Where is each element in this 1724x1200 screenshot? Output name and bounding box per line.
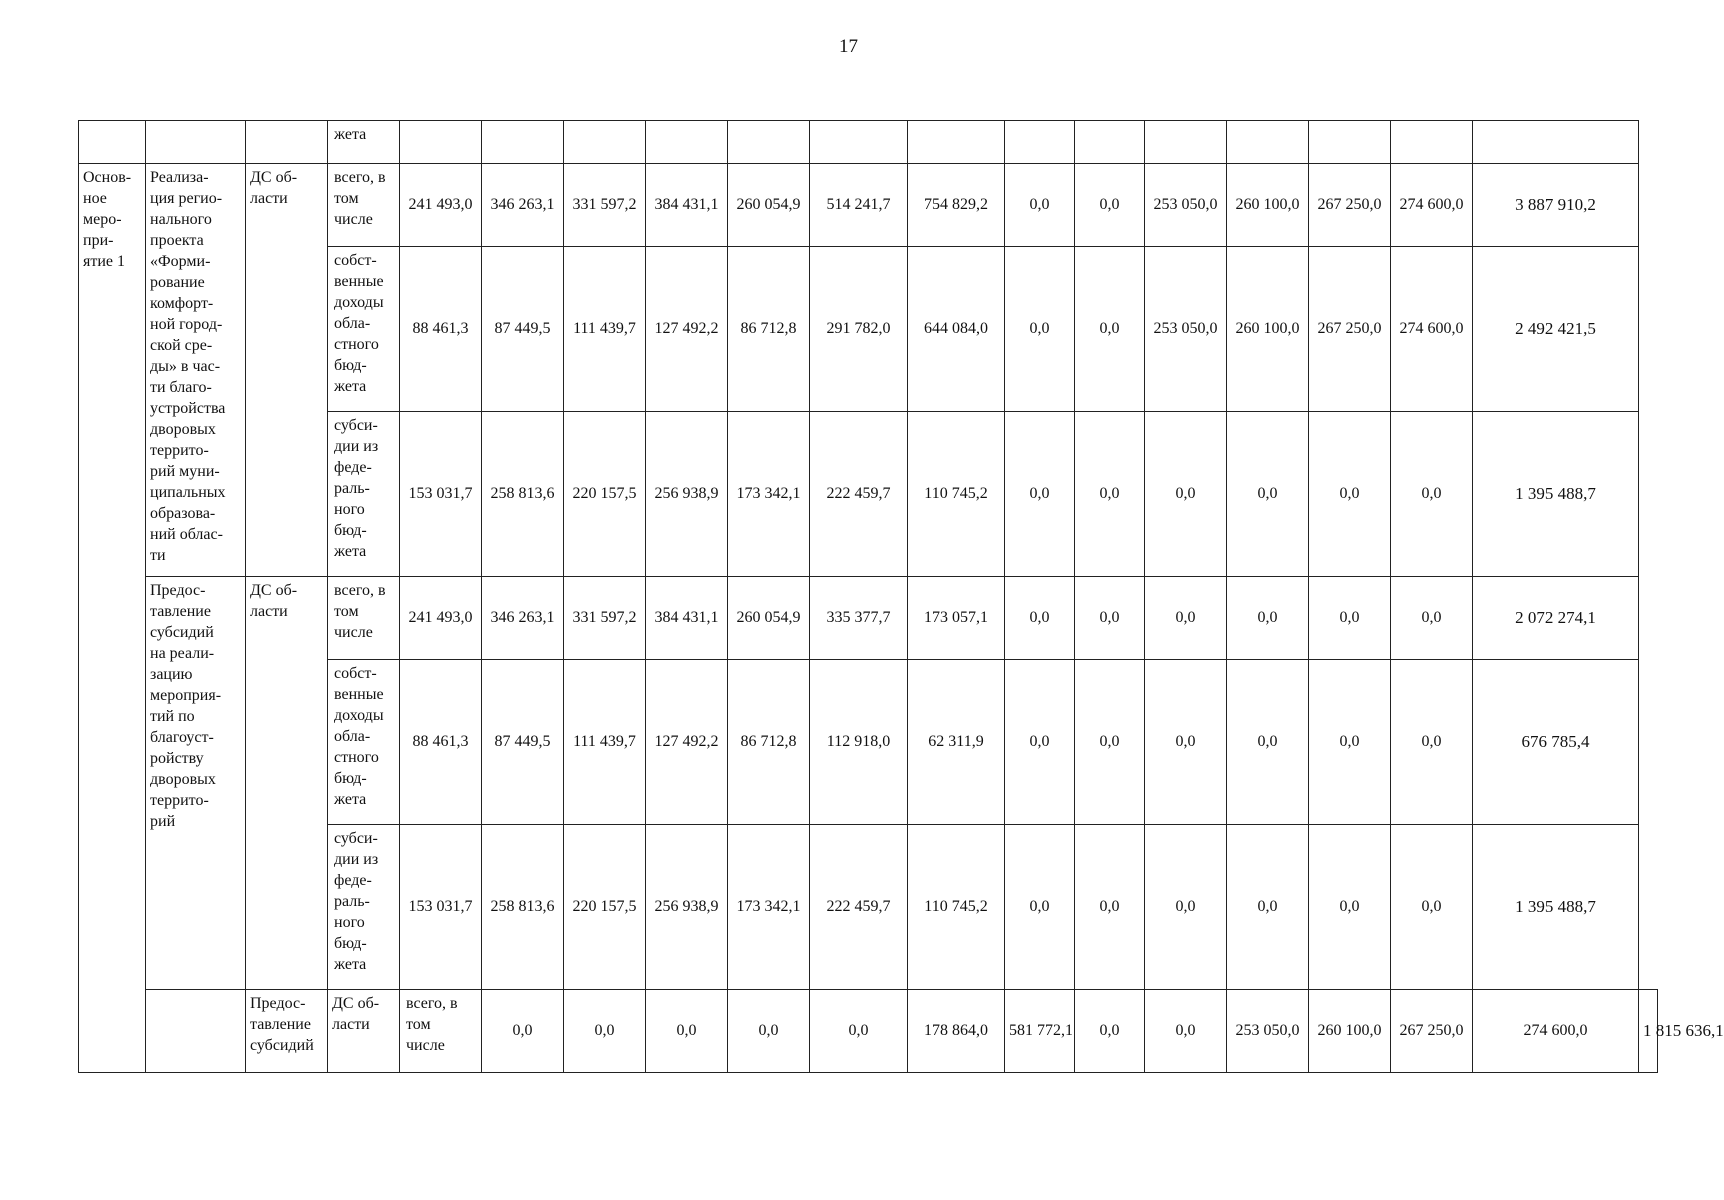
value-cell: 127 492,2 <box>646 247 728 412</box>
event-title-cell: Основ- ное меро- при- ятие 1 <box>79 164 146 1073</box>
value-cell: 644 084,0 <box>908 247 1005 412</box>
value-cell: 173 057,1 <box>908 577 1005 660</box>
value-cell: 0,0 <box>1005 577 1075 660</box>
budget-table <box>78 120 1724 1073</box>
activity-name-cell: Предос- тавление субсидий <box>246 990 328 1073</box>
funding-source-cell: всего, в том числе <box>328 577 400 660</box>
value-cell: 88 461,3 <box>400 247 482 412</box>
table-row <box>79 164 1658 247</box>
value-cell: 222 459,7 <box>810 825 908 990</box>
funding-source-cell: всего, в том числе <box>328 164 400 247</box>
total-cell: 1 395 488,7 <box>1473 412 1639 577</box>
value-cell: 0,0 <box>564 990 646 1073</box>
value-cell: 267 250,0 <box>1309 247 1391 412</box>
value-cell: 274 600,0 <box>1391 164 1473 247</box>
value-cell: 267 250,0 <box>1309 164 1391 247</box>
value-cell: 86 712,8 <box>728 660 810 825</box>
activity-name-cell: Предос- тавление субсидий на реали- зацию мероприя- тий по благоуст- ройству дворовых террито- рий <box>146 577 246 990</box>
value-cell: 0,0 <box>482 990 564 1073</box>
value-cell: 384 431,1 <box>646 164 728 247</box>
total-cell: 2 072 274,1 <box>1473 577 1639 660</box>
value-cell: 86 712,8 <box>728 247 810 412</box>
value-cell: 253 050,0 <box>1145 247 1227 412</box>
value-cell: 111 439,7 <box>564 660 646 825</box>
value-cell: 260 100,0 <box>1309 990 1391 1073</box>
value-cell: 514 241,7 <box>810 164 908 247</box>
value-cell: 258 813,6 <box>482 412 564 577</box>
table-cell <box>1391 121 1473 164</box>
table-cell <box>908 121 1005 164</box>
value-cell: 87 449,5 <box>482 247 564 412</box>
executor-cell: ДС об- ласти <box>246 164 328 577</box>
value-cell: 256 938,9 <box>646 412 728 577</box>
total-cell: 1 395 488,7 <box>1473 825 1639 990</box>
table-cell <box>1309 121 1391 164</box>
value-cell: 0,0 <box>1391 412 1473 577</box>
value-cell: 0,0 <box>1309 577 1391 660</box>
value-cell: 111 439,7 <box>564 247 646 412</box>
value-cell: 0,0 <box>1075 660 1145 825</box>
value-cell: 0,0 <box>1391 825 1473 990</box>
value-cell: 220 157,5 <box>564 412 646 577</box>
value-cell: 0,0 <box>1075 412 1145 577</box>
value-cell: 0,0 <box>1075 164 1145 247</box>
value-cell: 0,0 <box>1005 164 1075 247</box>
funding-source-cell: жета <box>328 121 400 164</box>
value-cell: 110 745,2 <box>908 412 1005 577</box>
value-cell: 384 431,1 <box>646 577 728 660</box>
table-row <box>79 577 1658 660</box>
value-cell: 0,0 <box>728 990 810 1073</box>
table-cell <box>482 121 564 164</box>
value-cell: 0,0 <box>1145 412 1227 577</box>
value-cell: 110 745,2 <box>908 825 1005 990</box>
table-cell <box>728 121 810 164</box>
value-cell: 346 263,1 <box>482 577 564 660</box>
table-cell <box>1473 121 1639 164</box>
table-cell <box>646 121 728 164</box>
value-cell: 0,0 <box>1145 990 1227 1073</box>
value-cell: 0,0 <box>1227 412 1309 577</box>
value-cell: 0,0 <box>1075 577 1145 660</box>
value-cell: 62 311,9 <box>908 660 1005 825</box>
value-cell: 0,0 <box>1005 247 1075 412</box>
value-cell: 331 597,2 <box>564 577 646 660</box>
value-cell: 0,0 <box>1391 660 1473 825</box>
funding-source-cell: собст- венные доходы обла- стного бюд- жета <box>328 247 400 412</box>
table-cell <box>810 121 908 164</box>
table-cell <box>1145 121 1227 164</box>
value-cell: 335 377,7 <box>810 577 908 660</box>
value-cell: 0,0 <box>1075 247 1145 412</box>
value-cell: 220 157,5 <box>564 825 646 990</box>
value-cell: 253 050,0 <box>1145 164 1227 247</box>
table-cell <box>1075 121 1145 164</box>
value-cell: 256 938,9 <box>646 825 728 990</box>
table-cell <box>146 121 246 164</box>
executor-cell: ДС об- ласти <box>246 577 328 990</box>
funding-source-cell: всего, в том числе <box>400 990 482 1073</box>
table-cell <box>1227 121 1309 164</box>
value-cell: 260 054,9 <box>728 164 810 247</box>
total-cell: 2 492 421,5 <box>1473 247 1639 412</box>
value-cell: 0,0 <box>1309 660 1391 825</box>
value-cell: 331 597,2 <box>564 164 646 247</box>
value-cell: 153 031,7 <box>400 412 482 577</box>
table-cell <box>1005 121 1075 164</box>
table-cell <box>564 121 646 164</box>
value-cell: 253 050,0 <box>1227 990 1309 1073</box>
value-cell: 222 459,7 <box>810 412 908 577</box>
value-cell: 0,0 <box>1309 825 1391 990</box>
value-cell: 0,0 <box>1005 660 1075 825</box>
total-cell: 1 815 636,1 <box>1639 990 1658 1073</box>
value-cell: 0,0 <box>1005 412 1075 577</box>
funding-source-cell: собст- венные доходы обла- стного бюд- жета <box>328 660 400 825</box>
table-cell <box>246 121 328 164</box>
value-cell: 87 449,5 <box>482 660 564 825</box>
value-cell: 0,0 <box>1391 577 1473 660</box>
value-cell: 241 493,0 <box>400 164 482 247</box>
value-cell: 0,0 <box>1227 660 1309 825</box>
table-row <box>79 990 1658 1073</box>
value-cell: 260 100,0 <box>1227 247 1309 412</box>
value-cell: 581 772,1 <box>1005 990 1075 1073</box>
funding-source-cell: субси- дии из феде- раль- ного бюд- жета <box>328 825 400 990</box>
value-cell: 274 600,0 <box>1473 990 1639 1073</box>
value-cell: 291 782,0 <box>810 247 908 412</box>
value-cell: 0,0 <box>1075 825 1145 990</box>
value-cell: 241 493,0 <box>400 577 482 660</box>
value-cell: 0,0 <box>1227 577 1309 660</box>
value-cell: 173 342,1 <box>728 412 810 577</box>
value-cell: 178 864,0 <box>908 990 1005 1073</box>
value-cell: 153 031,7 <box>400 825 482 990</box>
value-cell: 0,0 <box>1145 660 1227 825</box>
value-cell: 346 263,1 <box>482 164 564 247</box>
value-cell: 0,0 <box>810 990 908 1073</box>
value-cell: 173 342,1 <box>728 825 810 990</box>
value-cell: 0,0 <box>1075 990 1145 1073</box>
value-cell: 0,0 <box>1227 825 1309 990</box>
table-cell <box>400 121 482 164</box>
value-cell: 274 600,0 <box>1391 247 1473 412</box>
page-number: 17 <box>839 36 858 57</box>
total-cell: 3 887 910,2 <box>1473 164 1639 247</box>
value-cell: 0,0 <box>1005 825 1075 990</box>
value-cell: 0,0 <box>1145 825 1227 990</box>
value-cell: 267 250,0 <box>1391 990 1473 1073</box>
value-cell: 258 813,6 <box>482 825 564 990</box>
funding-source-cell: субси- дии из феде- раль- ного бюд- жета <box>328 412 400 577</box>
value-cell: 260 100,0 <box>1227 164 1309 247</box>
table-row <box>79 121 1658 164</box>
executor-cell: ДС об- ласти <box>328 990 400 1073</box>
total-cell: 676 785,4 <box>1473 660 1639 825</box>
value-cell: 0,0 <box>1145 577 1227 660</box>
value-cell: 260 054,9 <box>728 577 810 660</box>
value-cell: 0,0 <box>646 990 728 1073</box>
value-cell: 112 918,0 <box>810 660 908 825</box>
table-cell <box>146 990 246 1073</box>
value-cell: 88 461,3 <box>400 660 482 825</box>
table-cell <box>79 121 146 164</box>
activity-name-cell: Реализа- ция регио- нального проекта «Форми- рование комфорт- ной город- ской сре- ды» в час- ти благо- устройства дворовых террито- рий муни- ципальных образова- ний облас- ти <box>146 164 246 577</box>
value-cell: 754 829,2 <box>908 164 1005 247</box>
value-cell: 0,0 <box>1309 412 1391 577</box>
value-cell: 127 492,2 <box>646 660 728 825</box>
